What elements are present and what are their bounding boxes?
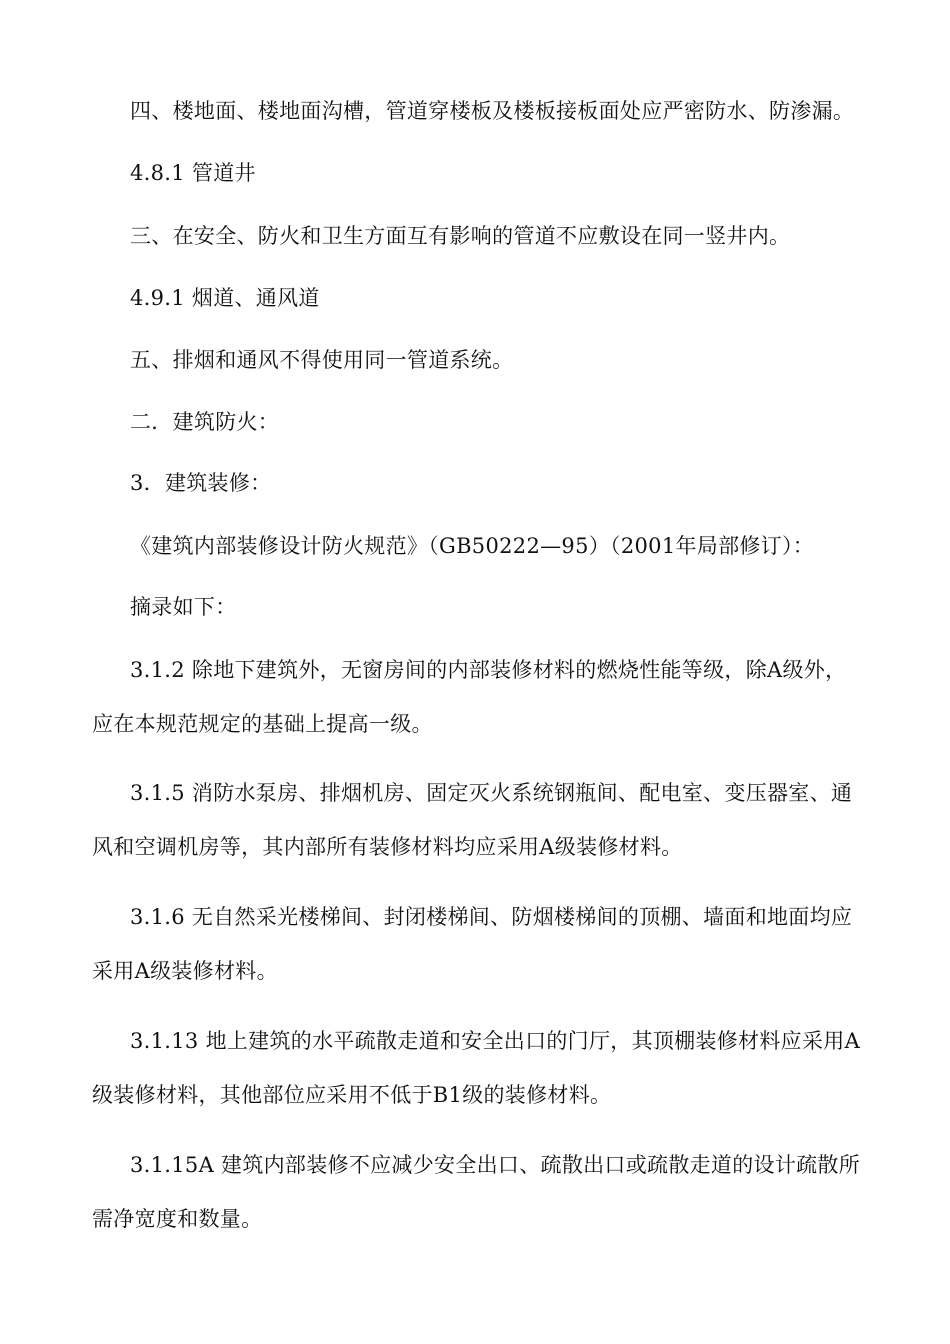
paragraph-pipe-shaft-rule: 三、在安全、防火和卫生方面互有影响的管道不应敷设在同一竖井内。 [130,224,791,248]
paragraph-smoke-ventilation-rule: 五、排烟和通风不得使用同一管道系统。 [130,348,514,372]
clause-3-1-5: 3.1.5 消防水泵房、排烟机房、固定灭火系统钢瓶间、配电室、变压器室、通风和空调机房等，其内部所有装修材料均应采用A级装修材料。 [92,781,853,859]
heading-4-8-1-pipe-shaft: 4.8.1 管道井 [130,161,256,185]
clause-3-1-2: 3.1.2 除地下建筑外，无窗房间的内部装修材料的燃烧性能等级，除A级外，应在本规范规定的基础上提高一级。 [92,658,847,736]
clause-3-1-6: 3.1.6 无自然采光楼梯间、封闭楼梯间、防烟楼梯间的顶棚、墙面和地面均应采用A级装修材料。 [92,905,853,983]
heading-4-9-1-flue: 4.9.1 烟道、通风道 [130,286,320,310]
clause-3-1-13: 3.1.13 地上建筑的水平疏散走道和安全出口的门厅，其顶棚装修材料应采用A级装修材料，其他部位应采用不低于B1级的装修材料。 [92,1029,861,1107]
heading-building-fire-protection: 二．建筑防火： [130,410,280,434]
heading-building-decoration: 3．建筑装修： [130,471,272,495]
clause-3-1-15a: 3.1.15A 建筑内部装修不应减少安全出口、疏散出口或疏散走道的设计疏散所需净宽度和数量。 [92,1153,861,1231]
paragraph-code-citation: 《建筑内部装修设计防火规范》（GB50222—95）（2001年局部修订）： [130,534,815,558]
paragraph-excerpt-intro: 摘录如下： [130,595,237,619]
paragraph-floor-waterproofing: 四、楼地面、楼地面沟槽，管道穿楼板及楼板接板面处应严密防水、防渗漏。 [130,99,855,123]
